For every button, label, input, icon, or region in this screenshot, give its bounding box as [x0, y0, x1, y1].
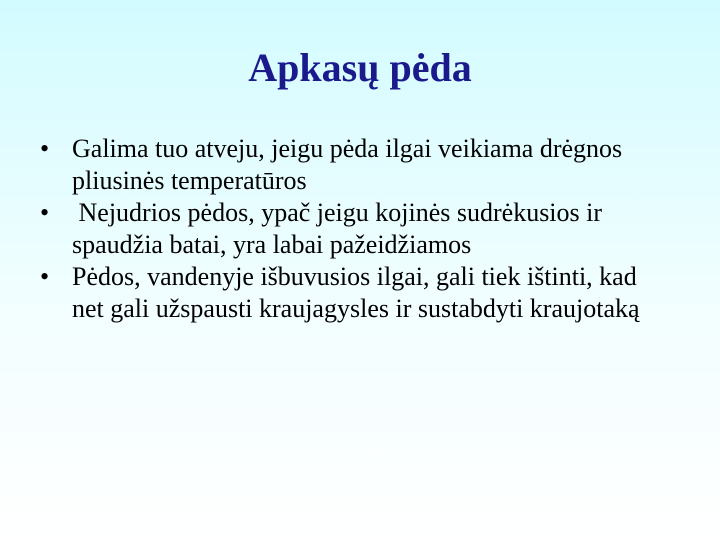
- slide-title: Apkasų pėda: [248, 45, 472, 90]
- bullet-dot-icon: •: [40, 262, 50, 291]
- bullet-dot-icon: •: [40, 198, 50, 227]
- bullet-item: [40, 197, 660, 261]
- bullet-dot-icon: •: [40, 134, 50, 163]
- bullet-text: Pėdos, vandenyje išbuvusios ilgai, gali tiek ištinti, kad net gali užspausti kraujagysles ir sustabdyti kraujotaką: [72, 262, 640, 323]
- bullet-text: Nejudrios pėdos, ypač jeigu kojinės sudrėkusios ir spaudžia batai, yra labai pažeidžiamos: [72, 198, 609, 259]
- bullet-text: Galima tuo atveju, jeigu pėda ilgai veikiama drėgnos pliusinės temperatūros: [72, 134, 623, 195]
- bullet-item: [40, 261, 660, 325]
- bullet-list: [40, 133, 660, 325]
- bullet-item: [40, 133, 660, 197]
